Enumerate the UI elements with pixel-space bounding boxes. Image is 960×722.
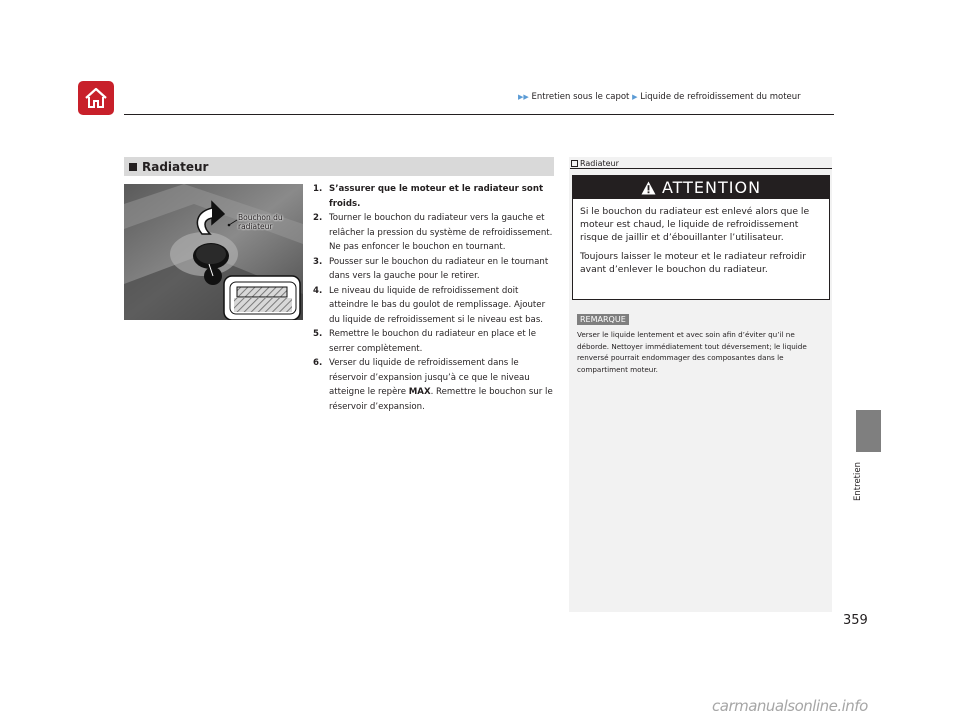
breadcrumb-arrow-icon: ▶ [632,93,638,101]
step-number: 5. [313,329,323,339]
warning-triangle-icon [641,181,656,195]
sidebar-title [571,159,619,168]
step-number: 3. [313,256,323,267]
breadcrumb-link-maintenance[interactable]: Entretien sous le capot [531,92,630,102]
max-mark-label: MAX [408,387,431,397]
step-text: S’assurer que le moteur et le radiateur sont froids. [329,184,544,209]
warning-heading-text: ATTENTION [661,178,762,197]
breadcrumb-current: Liquide de refroidissement du moteur [640,92,801,102]
warning-box [572,175,830,300]
callout-line-2: radiateur [238,222,273,231]
section-heading [124,157,554,176]
step-text: Le niveau du liquide de refroidissement doit atteindre le bas du goulot de remplissage. Ajouter du liquide de refroidissement si le niveau est bas. [329,285,546,325]
chapter-tab-label[interactable]: Entretien [853,462,863,501]
step-number: 2. [313,213,323,223]
home-icon [83,86,109,110]
step-text: Tourner le bouchon du radiateur vers la gauche et relâcher la pression du système de refroidissement. Ne pas enfoncer le bouchon en tournant. [329,213,553,252]
warning-paragraph-1: Si le bouchon du radiateur est enlevé alors que le moteur est chaud, le liquide de refroidissement risque de jaillir et d’ébouillanter l’utilisateur. [580,206,810,243]
step-text: Pousser sur le bouchon du radiateur en le tournant dans vers la gauche pour le retirer. [329,256,549,281]
watermark: carmanualsonline.info [712,697,868,715]
step-2 [313,211,555,255]
chapter-tab[interactable] [856,410,881,452]
breadcrumb [518,92,848,102]
page-number: 359 [843,613,868,628]
step-3 [313,255,555,284]
step-text-part: Verser du liquide de refroidissement dans le réservoir d’expansion jusqu’à ce que le niveau atteigne le repère [329,358,530,397]
remark-text: Verser le liquide lentement et avec soin afin d’éviter qu’il ne déborde. Nettoyer immédiatement tout déversement; le liquide renversé pourrait endommager des composantes dans le compartiment moteur. [577,330,807,374]
step-4 [313,284,555,328]
sidebar-title-text: Radiateur [580,159,619,168]
step-number: 4. [313,285,323,296]
callout-line-1: Bouchon du [238,213,283,222]
step-text: Remettre le bouchon du radiateur en place et le serrer complètement. [329,329,537,354]
photo-callout-label [238,213,283,231]
note-marker-icon [571,160,578,167]
step-text [329,356,555,414]
section-square-icon [129,163,137,171]
step-5 [313,327,555,356]
radiator-cap-photo [124,184,303,320]
step-number: 6. [313,358,323,368]
procedure-steps [313,182,555,414]
breadcrumb-arrow-icon: ▶▶ [518,93,529,101]
warning-heading [573,176,829,199]
home-button[interactable] [78,81,114,115]
step-6 [313,356,555,414]
warning-body [573,199,829,288]
remark-badge: REMARQUE [577,314,629,325]
step-text-part: . Remettre le bouchon sur le réservoir d’expansion. [329,387,553,412]
step-1 [313,182,555,211]
header-divider [124,114,834,115]
section-title: Radiateur [142,159,209,174]
step-number: 1. [313,184,323,194]
warning-paragraph-2: Toujours laisser le moteur et le radiateur refroidir avant d’enlever le bouchon du radiateur. [580,251,806,275]
sidebar-divider [570,168,832,169]
